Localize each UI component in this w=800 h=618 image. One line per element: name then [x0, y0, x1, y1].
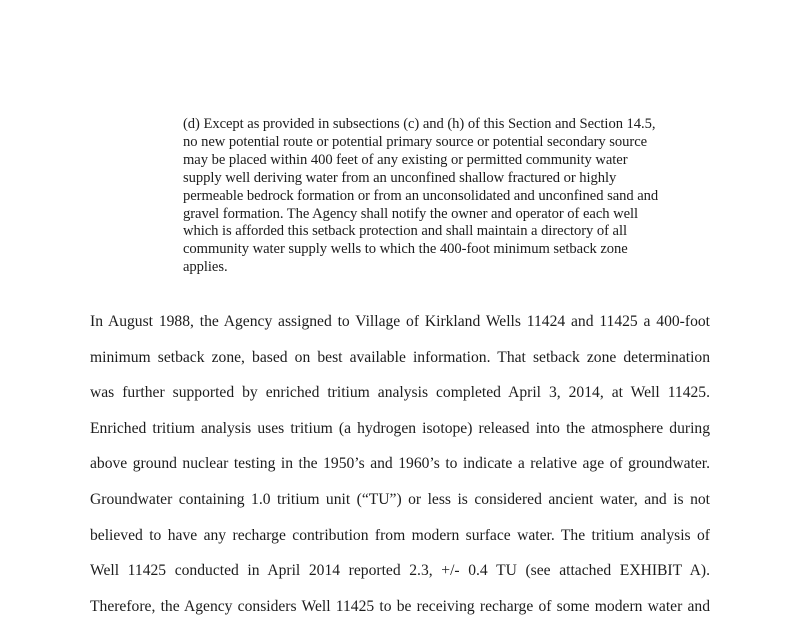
- body-line: Groundwater containing 1.0 tritium unit (“TU”) or less is considered ancient water, and is not: [90, 490, 710, 508]
- quote-line: community water supply wells to which the 400-foot minimum setback zone: [183, 241, 628, 258]
- body-line: was further supported by enriched tritium analysis completed April 3, 2014, at Well 11425.: [90, 384, 710, 402]
- body-line: above ground nuclear testing in the 1950’s and 1960’s to indicate a relative age of groundwater.: [90, 455, 710, 473]
- quote-line: permeable bedrock formation or from an unconsolidated and unconfined sand and: [183, 187, 659, 204]
- quote-line: (d) Except as provided in subsections (c) and (h) of this Section and Section 14.5,: [183, 116, 656, 132]
- body-line: minimum setback zone, based on best available information. That setback zone determination: [90, 348, 710, 366]
- body-line: Well 11425 conducted in April 2014 reported 2.3, +/- 0.4 TU (see attached EXHIBIT A).: [90, 562, 710, 580]
- quote-line: supply well deriving water from an unconfined shallow fractured or highly: [183, 169, 617, 186]
- body-paragraph: [90, 312, 710, 618]
- quote-line: may be placed within 400 feet of any existing or permitted community water: [183, 151, 628, 168]
- body-line: Therefore, the Agency considers Well 11425 to be receiving recharge of some modern water and: [90, 597, 710, 615]
- quoted-regulation-subsection-d: [183, 116, 708, 277]
- quote-line: gravel formation. The Agency shall notify the owner and operator of each well: [183, 205, 639, 222]
- quote-line: applies.: [183, 259, 228, 276]
- quote-line: which is afforded this setback protection and shall maintain a directory of all: [183, 223, 627, 240]
- body-line: In August 1988, the Agency assigned to Village of Kirkland Wells 11424 and 11425 a 400-foot: [90, 313, 710, 330]
- quote-line: no new potential route or potential primary source or potential secondary source: [183, 133, 648, 150]
- body-line: Enriched tritium analysis uses tritium (a hydrogen isotope) released into the atmosphere during: [90, 419, 710, 437]
- body-line: believed to have any recharge contribution from modern surface water. The tritium analysis of: [90, 526, 710, 544]
